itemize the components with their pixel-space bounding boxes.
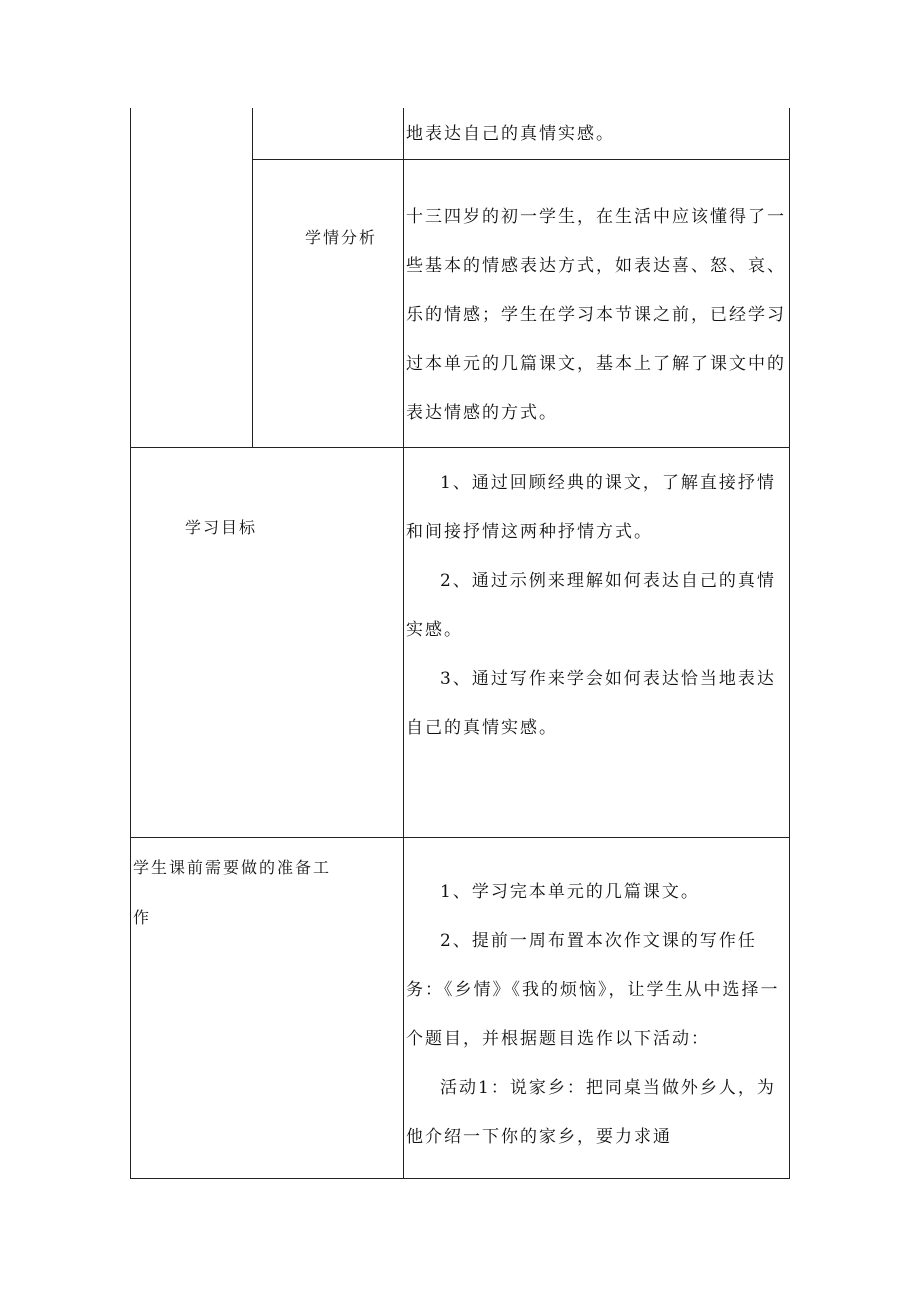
learning-goal-item: 3、通过写作来学会如何表达恰当地表达自己的真情实感。 [406,669,776,738]
student-analysis-label: 学情分析 [305,228,378,247]
preparation-item: 1、学习完本单元的几篇课文。 [440,882,700,902]
row-divider-1 [252,159,790,160]
continuation-text [406,110,786,159]
table-border-bottom [130,1178,790,1179]
preparation-item: 活动1：说家乡：把同桌当做外乡人，为他介绍一下你的家乡，要力求通 [406,1078,776,1147]
preparation-item: 2、提前一周布置本次作文课的写作任务：《乡情》《我的烦恼》，让学生从中选择一个题目，并根据题目选作以下活动： [406,931,780,1049]
preparation-label-line2: 作 [133,908,152,927]
student-analysis-paragraph: 十三四岁的初一学生，在生活中应该懂得了一些基本的情感表达方式，如表达喜、怒、哀、乐的情感；学生在学习本节课之前，已经学习过本单元的几篇课文，基本上了解了课文中的表达情感的方式。 [406,207,786,423]
continuation-paragraph: 地表达自己的真情实感。 [406,124,615,144]
learning-goal-item: 1、通过回顾经典的课文，了解直接抒情和间接抒情这两种抒情方式。 [406,473,776,542]
student-analysis-content [406,193,790,438]
row-divider-3 [130,837,790,838]
table-border-middle [403,108,404,1179]
learning-goals-content [406,459,788,753]
learning-goal-item: 2、通过示例来理解如何表达自己的真情实感。 [406,571,776,640]
table-border-left [130,108,131,1179]
learning-goals-label: 学习目标 [185,518,258,537]
preparation-label-line1: 学生课前需要做的准备工 [133,858,332,877]
row-divider-2 [130,447,790,448]
preparation-content [406,868,790,1162]
